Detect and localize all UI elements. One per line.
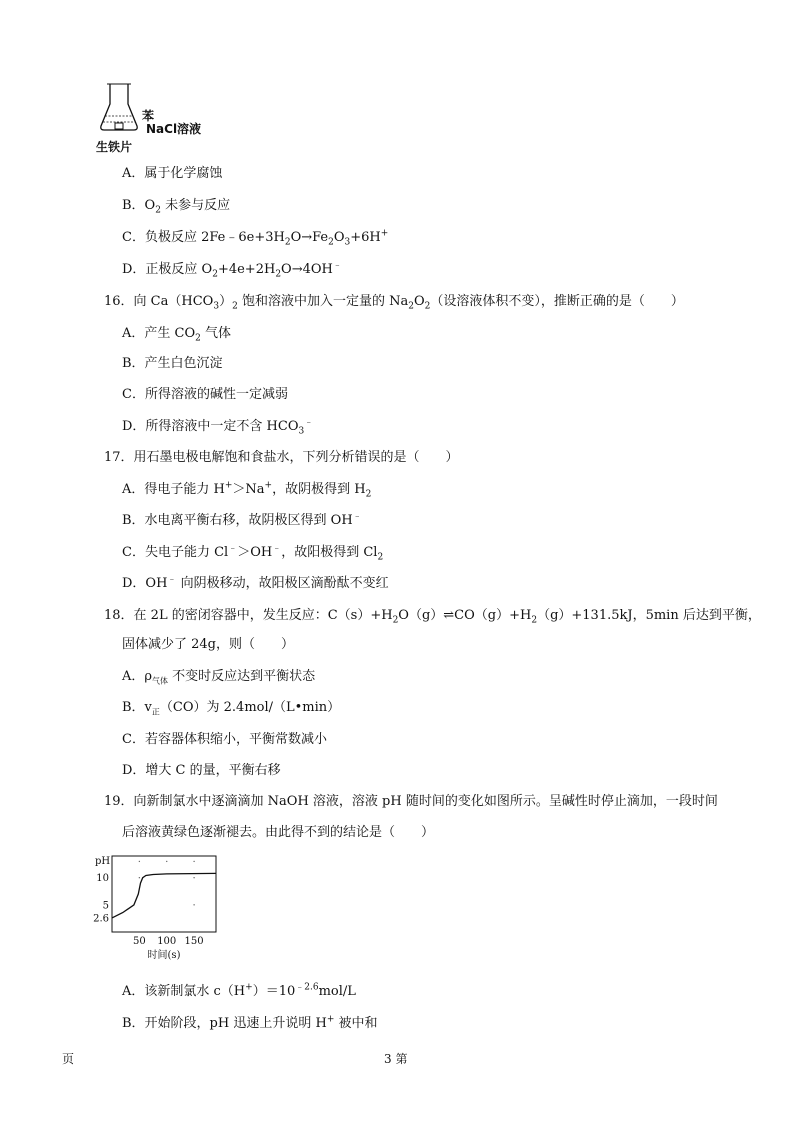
ph-curve <box>112 873 216 918</box>
iron-piece <box>115 123 123 129</box>
y-tick-label: 10 <box>96 873 109 885</box>
q17-stem: 17．用石墨电极电解饱和食盐水，下列分析错误的是（ ） <box>104 450 459 465</box>
q15-option-d: D．正极反应 $O_2+4e+2H_2O\to 4OH^﹣$ <box>122 260 342 280</box>
q17-option-c: C．失电子能力 Cl﹣＞OH﹣，故阳极得到 $Cl_2$ <box>122 543 384 563</box>
y-tick-label: 5 <box>102 900 109 912</box>
q19-stem-line1: 19．向新制氯水中逐滴滴加 NaOH 溶液，溶液 pH 随时间的变化如图所示。呈碱性时停止滴加，一段时间 <box>104 794 718 809</box>
q18-stem-line1: 18．在 2L 的密闭容器中，发生反应：$C(s)+H_2O(g)\rightleftharpoons CO(g)+H_2(g)+131.5kJ$，5min 后达到平衡， <box>104 608 761 626</box>
x-tick-label: 100 <box>157 936 177 947</box>
q16-stem: 16．向 $Ca(HCO_3)_2$ 饱和溶液中加入一定量的 $Na_2O_2$（设溶液体积不变），推断正确的是（ ） <box>104 294 684 312</box>
ph-time-chart <box>92 852 224 964</box>
q18-option-a: A．$\rho_{气体}$ 不变时反应达到平衡状态 <box>122 669 316 686</box>
q16-option-a: A．产生 $CO_2$ 气体 <box>122 326 232 344</box>
q18-option-b: B．$v_正(CO)$为 2.4mol/（L•min） <box>122 700 341 717</box>
q18-stem-line2: 固体减少了 24g，则（ ） <box>122 637 294 652</box>
x-tick-label: 50 <box>133 936 146 947</box>
x-axis-label: 时间(s) <box>147 950 181 961</box>
q18-option-c: C．若容器体积缩小，平衡常数减小 <box>122 732 327 747</box>
q19-option-a: A．该新制氯水 $c(H^+)=10^{﹣2.6}mol/L$ <box>122 982 356 999</box>
y-tick-label: 2.6 <box>93 913 109 925</box>
chart-frame <box>112 856 216 932</box>
q15-option-a: A．属于化学腐蚀 <box>122 166 223 181</box>
footer-page-number: 3 第 <box>384 1052 408 1066</box>
q18-option-d: D．增大 C 的量，平衡右移 <box>122 763 281 778</box>
grid-dot <box>193 861 194 862</box>
x-tick-label: 150 <box>184 936 204 947</box>
q15-option-c: C．负极反应 $2Fe﹣6e+3H_2O\to Fe_2O_3+6H^+$ <box>122 228 389 248</box>
grid-dot <box>166 861 167 862</box>
grid-dot <box>193 877 194 878</box>
q16-option-d: D．所得溶液中一定不含 $HCO_3^﹣$ <box>122 417 314 437</box>
flask-figure <box>98 82 144 134</box>
grid-dot <box>193 904 194 905</box>
grid-dot <box>139 877 140 878</box>
q16-option-b: B．产生白色沉淀 <box>122 356 223 371</box>
footer-left: 页 <box>62 1052 75 1066</box>
q17-option-b: B．水电离平衡右移，故阴极区得到 OH﹣ <box>122 511 362 528</box>
q15-option-b: B．$O_2$ 未参与反应 <box>122 198 231 216</box>
q17-option-d: D．OH﹣ 向阴极移动，故阳极区滴酚酞不变红 <box>122 574 389 591</box>
q17-option-a: A．得电子能力 H+＞Na+，故阴极得到 $H_2$ <box>122 480 372 500</box>
label-iron-piece: 生铁片 <box>96 140 133 154</box>
y-axis-label: pH <box>95 856 111 867</box>
q16-option-c: C．所得溶液的碱性一定减弱 <box>122 387 288 402</box>
q19-stem-line2: 后溶液黄绿色逐渐褪去。由此得不到的结论是（ ） <box>122 825 435 840</box>
label-nacl-solution: NaCl溶液 <box>146 122 202 136</box>
grid-dot <box>139 861 140 862</box>
q19-option-b: B．开始阶段，pH 迅速上升说明 H+ 被中和 <box>122 1014 378 1031</box>
label-benzene: 苯 <box>142 109 155 123</box>
